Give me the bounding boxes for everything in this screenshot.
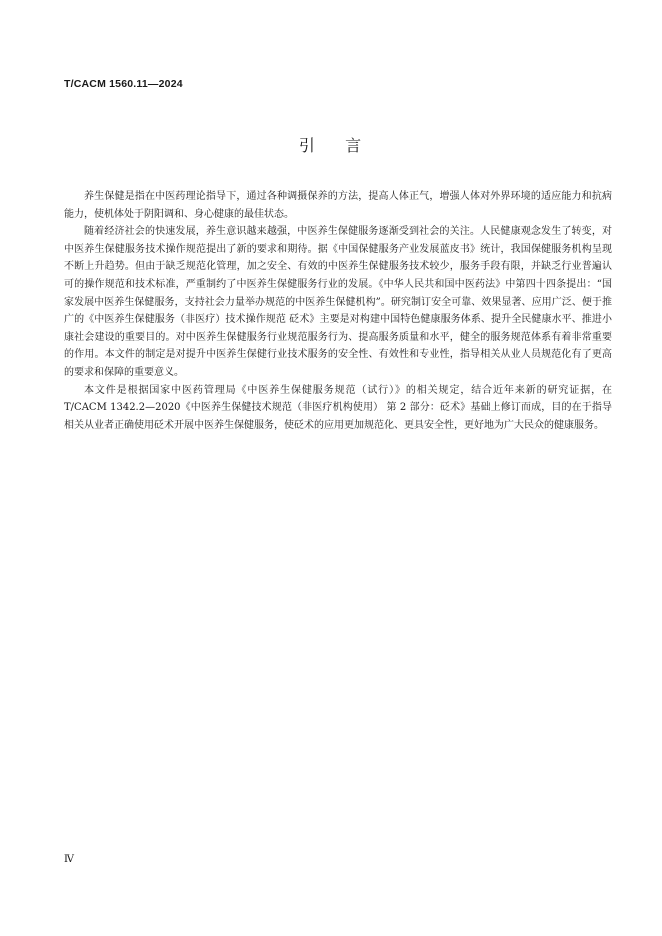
document-code: T/CACM 1560.11—2024 bbox=[64, 78, 183, 90]
paragraph: 本文件是根据国家中医药管理局《中医养生保健服务规范（试行）》的相关规定，结合近年来新的研究证据，在 T/CACM 1342.2—2020《中医养生保健技术规范（非医疗机构使用） 第 2 部分：砭术》基础上修订而成，目的在于指导相关从业者正确使用砭术开展中医养生保健服务，使砭术的应用更加规范化、更具安全性，更好地为广大民众的健康服务。 bbox=[64, 384, 612, 431]
section-title: 引 言 bbox=[298, 136, 364, 155]
body-text bbox=[64, 188, 612, 434]
paragraph: 养生保健是指在中医药理论指导下，通过各种调摄保养的方法，提高人体正气，增强人体对外界环境的适应能力和抗病能力，使机体处于阴阳调和、身心健康的最佳状态。 bbox=[64, 191, 612, 220]
page-number: Ⅳ bbox=[64, 854, 74, 865]
paragraph: 随着经济社会的快速发展，养生意识越来越强，中医养生保健服务逐渐受到社会的关注。人民健康观念发生了转变，对中医养生保健服务技术操作规范提出了新的要求和期待。据《中国保健服务产业发展蓝皮书》统计，我国保健服务机构呈现不断上升趋势。但由于缺乏规范化管理，加之安全、有效的中医养生保健服务技术较少，服务手段有限，并缺乏行业普遍认可的操作规范和技术标准，严重制约了中医养生保健服务行业的发展。《中华人民共和国中医药法》中第四十四条提出：“国家发展中医养生保健服务，支持社会力量举办规范的中医养生保健机构”。研究制订安全可靠、效果显著、应用广泛、便于推广的《中医养生保健服务（非医疗）技术操作规范 砭术》主要是对构建中国特色健康服务体系、提升全民健康水平、推进小康社会建设的重要目的。对中医养生保健服务行业规范服务行为、提高服务质量和水平，健全的服务规范体系有着非常重要的作用。本文件的制定是对提升中医养生保健行业技术服务的安全性、有效性和专业性，指导相关从业人员规范化有了更高的要求和保障的重要意义。 bbox=[64, 226, 612, 378]
